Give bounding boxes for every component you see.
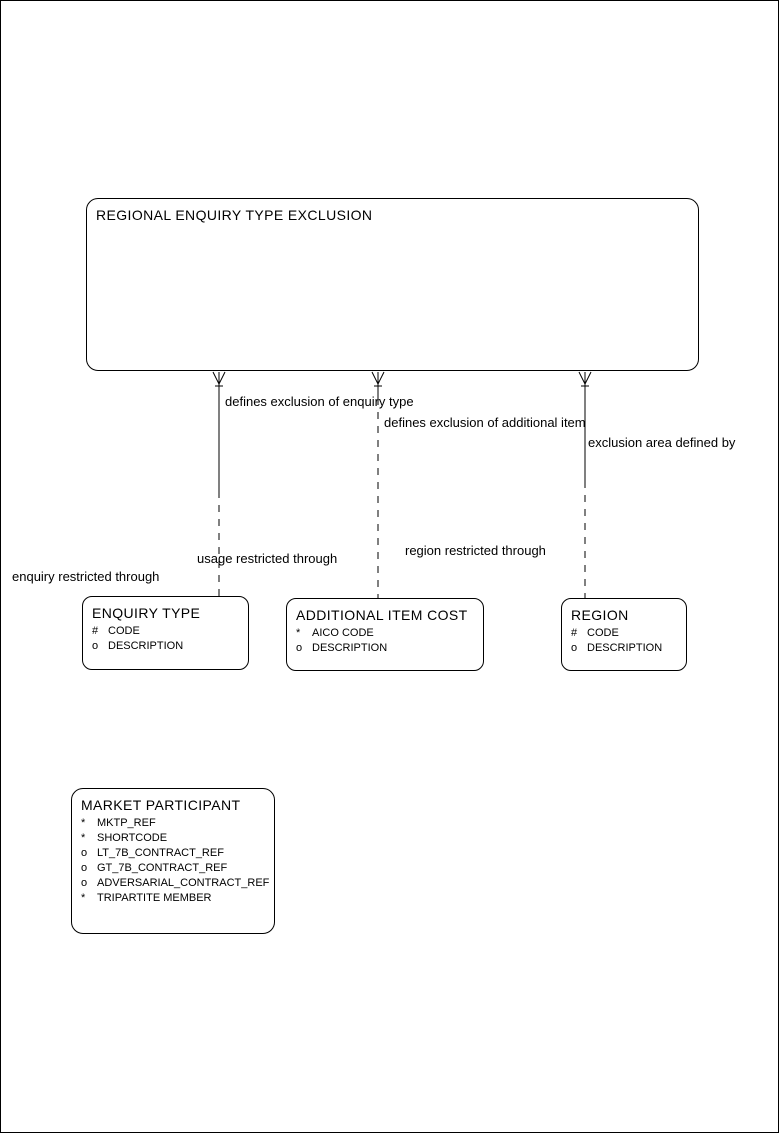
entity-market-participant [71, 788, 275, 934]
relationship-lines-layer [1, 1, 779, 1133]
relationship-label-enquiry-restricted-through: enquiry restricted through [12, 569, 160, 584]
attribute-name: CODE [108, 625, 140, 637]
relationship-label-exclusion-area-defined-by: exclusion area defined by [588, 435, 736, 450]
crowsfoot-arrow-icon [579, 372, 591, 384]
entity-region [561, 598, 687, 671]
attribute-marker: * [296, 627, 301, 639]
attribute-name: SHORTCODE [97, 832, 168, 844]
entity-title: ENQUIRY TYPE [92, 605, 201, 621]
attribute-marker: # [571, 627, 578, 639]
attribute-row [81, 816, 274, 831]
attribute-row [81, 861, 274, 876]
attribute-marker: o [571, 642, 578, 654]
attribute-row [81, 831, 274, 846]
entity-title: REGIONAL ENQUIRY TYPE EXCLUSION [96, 207, 373, 223]
attribute-name: DESCRIPTION [312, 642, 388, 654]
attribute-name: DESCRIPTION [108, 640, 184, 652]
attribute-name: TRIPARTITE MEMBER [97, 892, 212, 904]
relationship-label-defines-exclusion-of-additional-item: defines exclusion of additional item [384, 415, 586, 430]
entity-title: REGION [571, 607, 629, 623]
entity-enquiry-type [82, 596, 249, 670]
attribute-row [571, 641, 686, 656]
crowsfoot-arrow-icon [372, 372, 384, 384]
entity-title: MARKET PARTICIPANT [81, 797, 241, 813]
attribute-name: ADVERSARIAL_CONTRACT_REF [97, 877, 270, 889]
attribute-marker: o [81, 862, 88, 874]
attribute-marker: o [296, 642, 303, 654]
attribute-marker: # [92, 625, 99, 637]
attribute-name: DESCRIPTION [587, 642, 663, 654]
attribute-row [296, 641, 483, 656]
attribute-marker: * [81, 817, 86, 829]
attribute-row [92, 639, 248, 654]
relationship-label-region-restricted-through: region restricted through [405, 543, 546, 558]
attribute-name: LT_7B_CONTRACT_REF [97, 847, 224, 859]
crowsfoot-arrow-icon [213, 372, 225, 384]
relationship-label-defines-exclusion-of-enquiry-type: defines exclusion of enquiry type [225, 394, 414, 409]
attribute-marker: * [81, 892, 86, 904]
attribute-row [81, 891, 274, 906]
attribute-name: AICO CODE [312, 627, 374, 639]
attribute-row [296, 626, 483, 641]
attribute-marker: o [92, 640, 99, 652]
relationship-label-usage-restricted-through: usage restricted through [197, 551, 338, 566]
attribute-name: MKTP_REF [97, 817, 156, 829]
entity-title: ADDITIONAL ITEM COST [296, 607, 468, 623]
attribute-name: CODE [587, 627, 619, 639]
attribute-row [92, 624, 248, 639]
attribute-row [571, 626, 686, 641]
attribute-row [81, 846, 274, 861]
entity-regional-enquiry-type-exclusion [86, 198, 699, 371]
entity-additional-item-cost [286, 598, 484, 671]
attribute-marker: * [81, 832, 86, 844]
attribute-marker: o [81, 847, 88, 859]
relationship-line-region [579, 372, 591, 598]
attribute-name: GT_7B_CONTRACT_REF [97, 862, 228, 874]
attribute-marker: o [81, 877, 88, 889]
attribute-row [81, 876, 274, 891]
